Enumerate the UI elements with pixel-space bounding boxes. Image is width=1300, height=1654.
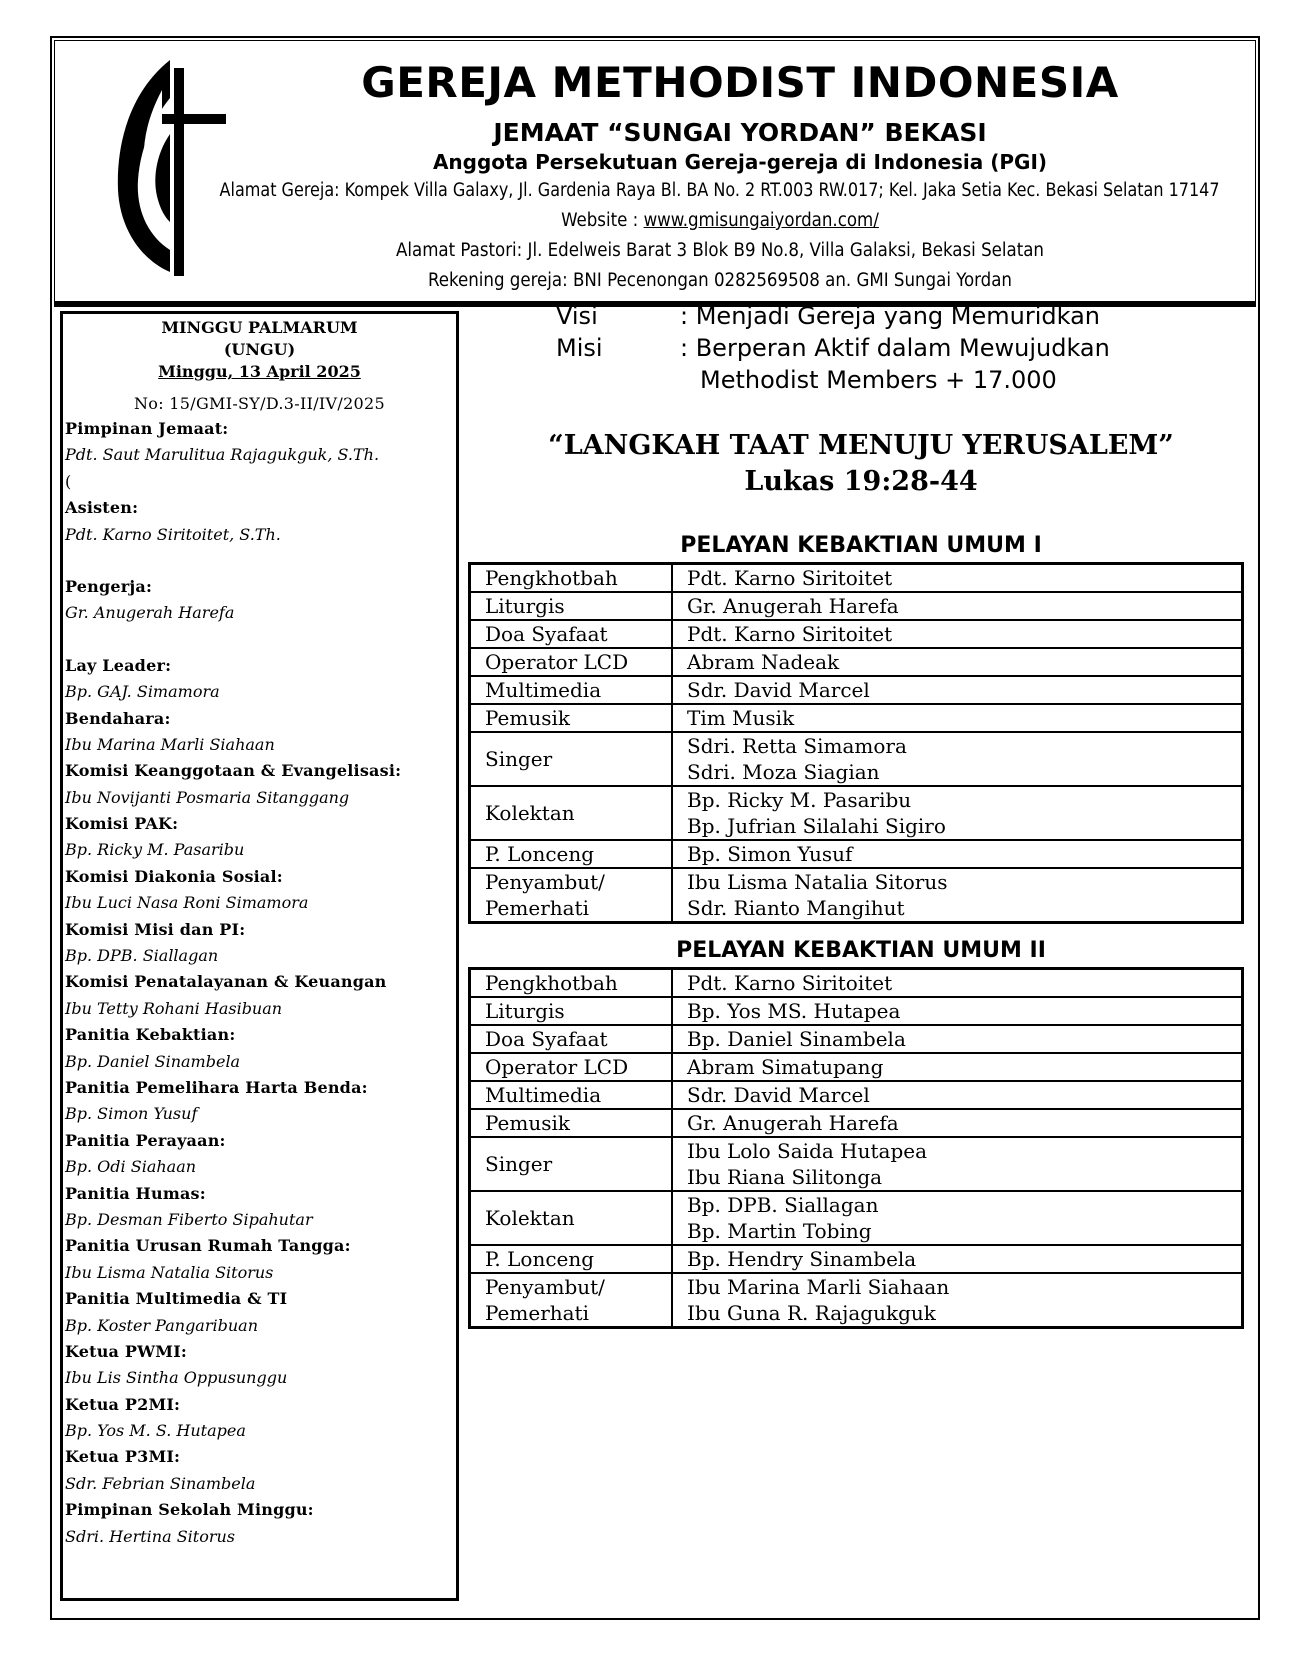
leadership-person: Ibu Tetty Rohani Hasibuan (65, 998, 283, 1018)
service-person-cell (672, 1025, 1243, 1053)
table-row (470, 868, 1243, 923)
parsonage-address: Alamat Pastori: Jl. Edelweis Barat 3 Blok B9 No.8, Villa Galaksi, Bekasi Selatan (396, 240, 1044, 261)
service-person: Sdr. Rianto Mangihut (687, 896, 905, 920)
vision-label: Visi (556, 302, 598, 330)
leadership-role: Ketua P2MI: (65, 1394, 181, 1414)
website-label: Website : (561, 210, 644, 231)
service-person-cell (672, 1273, 1243, 1328)
leadership-role: Panitia Pemelihara Harta Benda: (65, 1077, 368, 1097)
leadership-role: Ketua PWMI: (65, 1341, 187, 1361)
leadership-item (65, 706, 455, 759)
service-person-cell (672, 840, 1243, 868)
leadership-item (65, 1233, 455, 1286)
service-role: Liturgis (470, 592, 673, 620)
service-person-cell (672, 648, 1243, 676)
table-row (470, 592, 1243, 620)
table-row (470, 997, 1243, 1025)
leadership-item (65, 653, 455, 706)
leadership-item (65, 1181, 455, 1234)
leadership-role: Pengerja: (65, 576, 153, 596)
leadership-person: Gr. Anugerah Harefa (65, 603, 235, 623)
table-row (470, 648, 1243, 676)
leadership-role: Asisten: (65, 498, 139, 518)
vision-text: : Menjadi Gereja yang Memuridkan (680, 302, 1100, 330)
service-person-cell (672, 564, 1243, 593)
leadership-person: Sdri. Hertina Sitorus (65, 1526, 235, 1546)
leadership-item (65, 1339, 455, 1392)
service-person-cell (672, 1109, 1243, 1137)
leadership-role: Panitia Perayaan: (65, 1130, 226, 1150)
service-role: Operator LCD (470, 648, 673, 676)
leadership-person: Bp. GAJ. Simamora (65, 682, 220, 702)
leadership-item (65, 1392, 455, 1445)
leadership-role: Pimpinan Jemaat: (65, 419, 229, 438)
service-person: Gr. Anugerah Harefa (687, 1111, 899, 1135)
leadership-person: Bp. Yos M. S. Hutapea (65, 1421, 246, 1441)
service-person: Pdt. Karno Siritoitet (687, 971, 893, 995)
service-person-cell (672, 786, 1243, 840)
leadership-role: Komisi Diakonia Sosial: (65, 866, 283, 886)
service-person: Sdr. David Marcel (687, 678, 870, 702)
leadership-person: Pdt. Saut Marulitua Rajagukguk, S.Th. (65, 445, 380, 465)
leadership-person: Bp. Simon Yusuf (65, 1104, 198, 1124)
leadership-person: Ibu Lisma Natalia Sitorus (65, 1262, 274, 1282)
service-role: Singer (470, 732, 673, 786)
table-row (470, 704, 1243, 732)
table-row (470, 620, 1243, 648)
leadership-item (65, 1128, 455, 1181)
leadership-role: Panitia Multimedia & TI (65, 1289, 288, 1309)
leadership-person: Sdr. Febrian Sinambela (65, 1473, 256, 1493)
table-row (470, 840, 1243, 868)
service-person-cell (672, 868, 1243, 923)
leadership-item (65, 758, 455, 811)
leadership-item (65, 864, 455, 917)
service-person: Ibu Guna R. Rajagukguk (687, 1301, 936, 1325)
leadership-role: Pimpinan Sekolah Minggu: (65, 1500, 314, 1520)
leadership-person: Ibu Novijanti Posmaria Sitanggang (65, 787, 350, 807)
service-role: Multimedia (470, 1081, 673, 1109)
service-person: Tim Musik (687, 706, 795, 730)
leadership-person: Bp. Daniel Sinambela (65, 1051, 241, 1071)
leadership-role: Komisi Penatalayanan & Keuangan (65, 972, 387, 992)
service-person: Sdri. Moza Siagian (687, 760, 880, 784)
service-role: P. Lonceng (470, 1245, 673, 1273)
leadership-list (65, 416, 455, 1550)
service-person-cell (672, 997, 1243, 1025)
service-person: Bp. Daniel Sinambela (687, 1027, 906, 1051)
table-row (470, 676, 1243, 704)
leadership-item (65, 811, 455, 864)
leadership-extra: ( (65, 471, 72, 491)
service-role: Doa Syafaat (470, 620, 673, 648)
leadership-item (65, 495, 455, 574)
table-row (470, 564, 1243, 593)
leadership-item (65, 416, 455, 495)
service-person: Abram Nadeak (687, 650, 840, 674)
table-row (470, 969, 1243, 998)
leadership-person: Ibu Marina Marli Siahaan (65, 734, 275, 754)
service-2-table (468, 967, 1244, 1329)
service-person: Bp. Ricky M. Pasaribu (687, 788, 912, 812)
leadership-person: Bp. Desman Fiberto Sipahutar (65, 1209, 313, 1229)
table-row (470, 1273, 1243, 1328)
service-person-cell (672, 1137, 1243, 1191)
service-person: Ibu Riana Silitonga (687, 1165, 883, 1189)
leadership-item (65, 917, 455, 970)
leadership-person: Pdt. Karno Siritoitet, S.Th. (65, 524, 281, 544)
liturgical-color: (UNGU) (223, 340, 296, 359)
table-row (470, 1137, 1243, 1191)
leadership-person: Bp. Ricky M. Pasaribu (65, 840, 245, 860)
website-link[interactable]: www.gmisungaiyordan.com/ (643, 210, 879, 231)
service-person: Gr. Anugerah Harefa (687, 594, 899, 618)
leadership-role: Bendahara: (65, 708, 171, 728)
service-person-cell (672, 1053, 1243, 1081)
service-role: Pemusik (470, 704, 673, 732)
leadership-person: Bp. Odi Siahaan (65, 1157, 197, 1177)
leadership-person: Ibu Lis Sintha Oppusunggu (65, 1368, 288, 1388)
service-person: Ibu Lisma Natalia Sitorus (687, 870, 948, 894)
table-row (470, 786, 1243, 840)
service-person-cell (672, 1191, 1243, 1245)
leadership-item (65, 574, 455, 653)
bulletin-number: No: 15/GMI-SY/D.3-II/IV/2025 (133, 394, 385, 413)
service-person: Abram Simatupang (687, 1055, 884, 1079)
service-person: Bp. Simon Yusuf (687, 842, 853, 866)
service-role: Pengkhotbah (470, 564, 673, 593)
service-person: Pdt. Karno Siritoitet (687, 566, 893, 590)
sermon-theme: “LANGKAH TAAT MENUJU YERUSALEM” (548, 430, 1174, 461)
service-person-cell (672, 676, 1243, 704)
church-address: Alamat Gereja: Kompek Villa Galaxy, Jl. Gardenia Raya Bl. BA No. 2 RT.003 RW.017; Kel. Jaka Setia Kec. Bekasi Selatan 17147 (219, 180, 1220, 201)
service-role: Liturgis (470, 997, 673, 1025)
leadership-role: Panitia Urusan Rumah Tangga: (65, 1236, 351, 1256)
bank-account: Rekening gereja: BNI Pecenongan 0282569508 an. GMI Sungai Yordan (428, 270, 1012, 291)
leadership-role: Panitia Humas: (65, 1183, 206, 1203)
service-person-cell (672, 620, 1243, 648)
leadership-role: Ketua P3MI: (65, 1447, 181, 1467)
service-role: Operator LCD (470, 1053, 673, 1081)
service-person: Bp. DPB. Siallagan (687, 1193, 879, 1217)
table-row (470, 1109, 1243, 1137)
service-person: Sdri. Retta Simamora (687, 734, 907, 758)
service-role: Kolektan (470, 1191, 673, 1245)
service-person: Pdt. Karno Siritoitet (687, 622, 893, 646)
service-person-cell (672, 704, 1243, 732)
mission-text: : Berperan Aktif dalam Mewujudkan (680, 334, 1110, 362)
service-person-cell (672, 1245, 1243, 1273)
church-name: GEREJA METHODIST INDONESIA (361, 58, 1119, 107)
leadership-role: Komisi Misi dan PI: (65, 919, 246, 939)
leadership-item (65, 969, 455, 1022)
service-role: Pemusik (470, 1109, 673, 1137)
service-person-cell (672, 592, 1243, 620)
leadership-role: Komisi Keanggotaan & Evangelisasi: (65, 761, 402, 781)
mission-text-2: Methodist Members + 17.000 (700, 366, 1057, 394)
service-person-cell (672, 969, 1243, 998)
pgi-membership: Anggota Persekutuan Gereja-gereja di Indonesia (PGI) (432, 150, 1048, 174)
website-line (200, 210, 1240, 231)
scripture-reference: Lukas 19:28-44 (744, 466, 978, 497)
table-row (470, 1025, 1243, 1053)
leadership-person: Bp. Koster Pangaribuan (65, 1315, 258, 1335)
leadership-item (65, 1022, 455, 1075)
congregation-name: JEMAAT “SUNGAI YORDAN” BEKASI (493, 118, 987, 147)
sunday-title: MINGGU PALMARUM (161, 318, 358, 337)
service-person: Ibu Lolo Saida Hutapea (687, 1139, 928, 1163)
table-row (470, 1191, 1243, 1245)
mission-label: Misi (556, 334, 603, 362)
table-row (470, 1245, 1243, 1273)
service-role: Penyambut/ Pemerhati (470, 868, 673, 923)
table-row (470, 1053, 1243, 1081)
service-role: P. Lonceng (470, 840, 673, 868)
service-role: Pengkhotbah (470, 969, 673, 998)
leadership-role: Komisi PAK: (65, 814, 179, 834)
service-1-title: PELAYAN KEBAKTIAN UMUM I (680, 533, 1042, 558)
service-date: Minggu, 13 April 2025 (158, 362, 361, 381)
table-row (470, 732, 1243, 786)
service-2-title: PELAYAN KEBAKTIAN UMUM II (676, 938, 1046, 963)
service-person: Sdr. David Marcel (687, 1083, 870, 1107)
leadership-item (65, 1286, 455, 1339)
service-person: Bp. Martin Tobing (687, 1219, 872, 1243)
service-1-table (468, 562, 1244, 924)
leadership-person: Bp. DPB. Siallagan (65, 946, 219, 966)
service-person-cell (672, 732, 1243, 786)
leadership-role: Lay Leader: (65, 655, 172, 675)
leadership-item (65, 1497, 455, 1550)
service-role: Singer (470, 1137, 673, 1191)
service-person: Bp. Yos MS. Hutapea (687, 999, 901, 1023)
leadership-person: Ibu Luci Nasa Roni Simamora (65, 893, 309, 913)
service-person: Bp. Jufrian Silalahi Sigiro (687, 814, 946, 838)
service-person: Bp. Hendry Sinambela (687, 1247, 917, 1271)
service-person-cell (672, 1081, 1243, 1109)
leadership-item (65, 1444, 455, 1497)
leadership-item (65, 1075, 455, 1128)
service-role: Penyambut/ Pemerhati (470, 1273, 673, 1328)
service-role: Doa Syafaat (470, 1025, 673, 1053)
service-role: Multimedia (470, 676, 673, 704)
table-row (470, 1081, 1243, 1109)
service-role: Kolektan (470, 786, 673, 840)
leadership-role: Panitia Kebaktian: (65, 1025, 236, 1045)
service-person: Ibu Marina Marli Siahaan (687, 1275, 950, 1299)
